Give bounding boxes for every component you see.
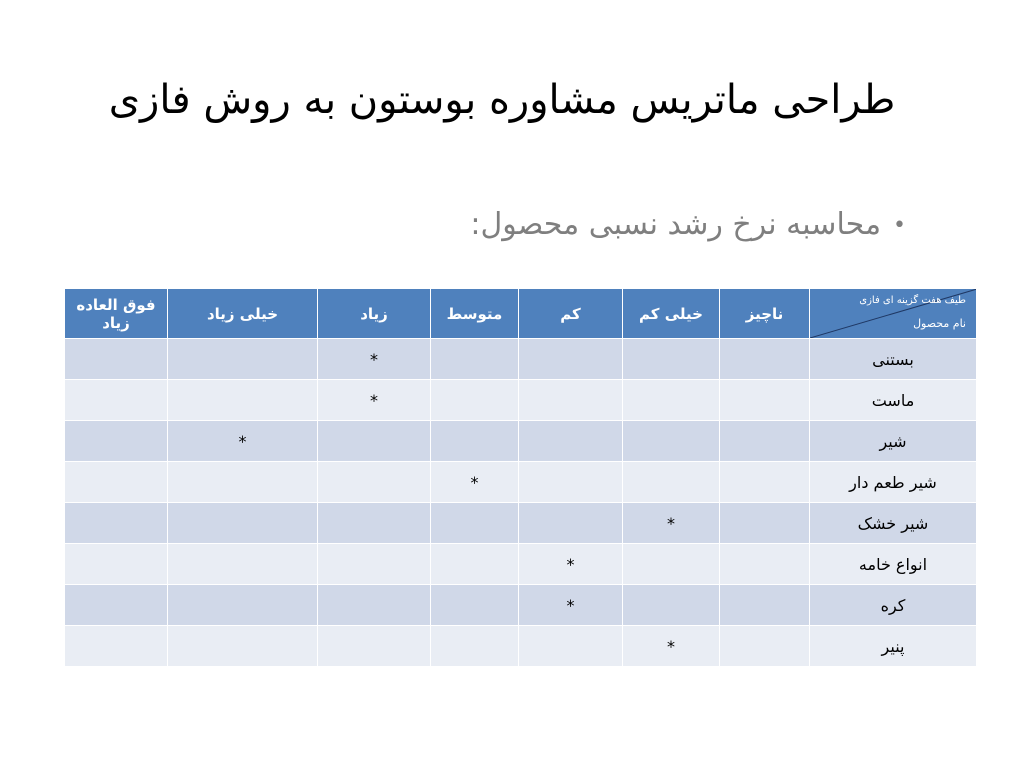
rating-cell — [431, 503, 519, 544]
rating-cell — [623, 544, 720, 585]
column-header: فوق العاده زیاد — [65, 289, 168, 339]
table-row — [65, 626, 977, 667]
rating-cell — [168, 626, 318, 667]
rating-cell — [720, 544, 810, 585]
rating-cell: * — [318, 339, 431, 380]
corner-header-top: طیف هفت گزینه ای فازی — [859, 295, 966, 306]
product-name-cell: کره — [810, 585, 977, 626]
rating-cell — [519, 380, 623, 421]
rating-cell — [168, 339, 318, 380]
product-name-cell: بستنی — [810, 339, 977, 380]
rating-cell — [318, 585, 431, 626]
rating-cell — [519, 626, 623, 667]
rating-cell: * — [519, 544, 623, 585]
table-row — [65, 585, 977, 626]
rating-cell — [720, 585, 810, 626]
rating-cell — [431, 544, 519, 585]
corner-header-bottom: نام محصول — [913, 317, 966, 330]
table-row — [65, 421, 977, 462]
bullet-marker: • — [893, 212, 906, 238]
corner-header-cell — [810, 289, 977, 339]
table-row — [65, 462, 977, 503]
rating-cell — [431, 380, 519, 421]
rating-cell — [65, 626, 168, 667]
header-row — [65, 289, 977, 339]
rating-cell — [65, 544, 168, 585]
rating-cell — [431, 339, 519, 380]
table-row — [65, 339, 977, 380]
slide-title: طراحی ماتریس مشاوره بوستون به روش فازی — [108, 77, 896, 123]
product-name-cell: ماست — [810, 380, 977, 421]
rating-cell — [720, 421, 810, 462]
table-row — [65, 544, 977, 585]
table-row — [65, 503, 977, 544]
rating-cell — [318, 421, 431, 462]
rating-cell — [519, 421, 623, 462]
product-name-cell: شیر — [810, 421, 977, 462]
bullet-text: محاسبه نرخ رشد نسبی محصول: — [470, 207, 882, 242]
column-header: متوسط — [431, 289, 519, 339]
rating-cell — [720, 626, 810, 667]
rating-cell — [168, 503, 318, 544]
rating-cell — [720, 462, 810, 503]
rating-cell — [168, 462, 318, 503]
rating-cell — [623, 421, 720, 462]
rating-cell — [720, 380, 810, 421]
column-header: ناچیز — [720, 289, 810, 339]
rating-cell: * — [623, 626, 720, 667]
rating-cell — [623, 380, 720, 421]
rating-cell — [65, 503, 168, 544]
rating-cell — [318, 544, 431, 585]
rating-cell — [65, 339, 168, 380]
rating-cell: * — [168, 421, 318, 462]
rating-cell — [318, 503, 431, 544]
rating-cell — [623, 462, 720, 503]
rating-cell — [168, 380, 318, 421]
column-header: زیاد — [318, 289, 431, 339]
rating-cell — [318, 626, 431, 667]
product-name-cell: شیر طعم دار — [810, 462, 977, 503]
rating-cell: * — [519, 585, 623, 626]
bullet-item — [470, 200, 906, 250]
fuzzy-matrix-table — [64, 288, 977, 667]
column-header: خیلی زیاد — [168, 289, 318, 339]
rating-cell — [65, 462, 168, 503]
rating-cell: * — [431, 462, 519, 503]
product-name-cell: شیر خشک — [810, 503, 977, 544]
column-header: کم — [519, 289, 623, 339]
rating-cell — [318, 462, 431, 503]
rating-cell — [65, 585, 168, 626]
rating-cell — [168, 544, 318, 585]
product-name-cell: پنیر — [810, 626, 977, 667]
rating-cell — [720, 339, 810, 380]
rating-cell — [431, 585, 519, 626]
rating-cell — [720, 503, 810, 544]
product-name-cell: انواع خامه — [810, 544, 977, 585]
table-row — [65, 380, 977, 421]
rating-cell — [519, 503, 623, 544]
rating-cell: * — [318, 380, 431, 421]
rating-cell — [65, 421, 168, 462]
rating-cell — [623, 339, 720, 380]
rating-cell — [431, 421, 519, 462]
column-header: خیلی کم — [623, 289, 720, 339]
rating-cell — [431, 626, 519, 667]
rating-cell — [65, 380, 168, 421]
rating-cell — [168, 585, 318, 626]
rating-cell — [623, 585, 720, 626]
rating-cell — [519, 339, 623, 380]
rating-cell: * — [623, 503, 720, 544]
rating-cell — [519, 462, 623, 503]
